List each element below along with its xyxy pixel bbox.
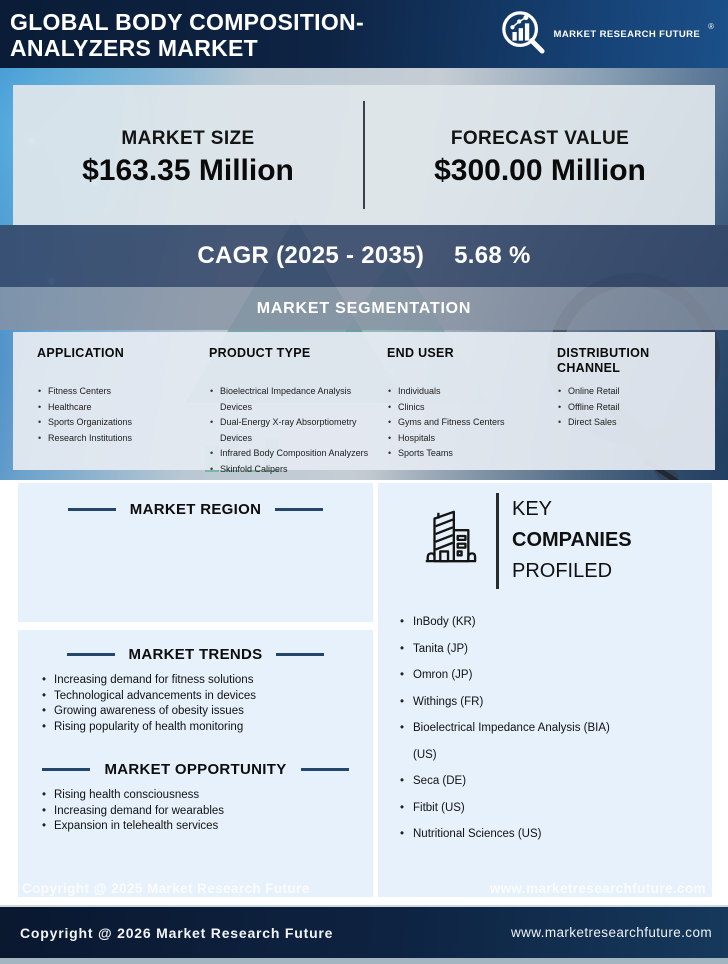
watermark-website: www.marketresearchfuture.com: [489, 881, 706, 896]
market-region-panel: [18, 483, 373, 622]
key-companies-title-line3: PROFILED: [512, 560, 613, 582]
list-item: • Seca (DE): [400, 768, 628, 795]
trends-opportunity-panel: [18, 630, 373, 897]
market-region-title-row: [18, 483, 373, 518]
cagr-value: 5.68 %: [454, 242, 531, 269]
list-item: • Fitbit (US): [400, 795, 628, 822]
key-companies-title: [512, 494, 632, 587]
market-size-value: $163.35 Million: [82, 154, 294, 187]
segment-column-distribution-channel: [545, 346, 703, 477]
list-item: • Bioelectrical Impedance Analysis (BIA) (US): [400, 715, 628, 768]
brand-logo: [500, 9, 728, 60]
forecast-value-block: [365, 122, 715, 188]
stats-panel: [13, 85, 715, 225]
title-dash: [67, 653, 115, 656]
watermark-copyright: Copyright @ 2025 Market Research Future: [22, 881, 310, 896]
page-title-line2: ANALYZERS MARKET: [10, 35, 259, 61]
list-item: • Fitness Centers: [37, 384, 197, 400]
segment-heading: DISTRIBUTION CHANNEL: [557, 346, 650, 375]
segment-list: [37, 384, 197, 446]
registered-mark: ®: [708, 21, 714, 31]
building-icon: [420, 503, 478, 574]
market-trends-list: [18, 663, 373, 735]
title-dash: [68, 508, 116, 511]
list-item: • InBody (KR): [400, 609, 628, 636]
market-size-label: MARKET SIZE: [121, 128, 255, 149]
segment-heading: APPLICATION: [37, 346, 125, 360]
magnifier-chart-logo-icon: [500, 9, 546, 60]
header: [0, 0, 728, 68]
segmentation-title-band: [0, 287, 728, 330]
list-item: • Sports Organizations: [37, 415, 197, 431]
footer-copyright: Copyright @ 2026 Market Research Future: [20, 924, 334, 941]
key-companies-panel: [378, 483, 712, 897]
list-item: • Sports Teams: [387, 446, 545, 462]
page-title: [0, 7, 364, 61]
list-item: • Direct Sales: [557, 415, 703, 431]
title-dash: [42, 768, 90, 771]
page-title-line1: GLOBAL BODY COMPOSITION-: [10, 9, 364, 35]
title-dash: [301, 768, 349, 771]
segment-list: [209, 384, 375, 477]
list-item: • Infrared Body Composition Analyzers: [209, 446, 375, 462]
list-item: • Hospitals: [387, 431, 545, 447]
list-item: • Rising popularity of health monitoring: [42, 720, 363, 736]
list-item: • Individuals: [387, 384, 545, 400]
companies-list: [378, 595, 712, 848]
footer: [0, 905, 728, 958]
list-item: • Growing awareness of obesity issues: [42, 704, 363, 720]
segmentation-title: MARKET SEGMENTATION: [256, 299, 472, 317]
list-item: • Healthcare: [37, 400, 197, 416]
companies-header-divider: [496, 493, 499, 589]
cagr-band: [0, 225, 728, 287]
market-size-block: [13, 122, 363, 188]
segment-list: [387, 384, 545, 462]
key-companies-title-line2: COMPANIES: [512, 529, 632, 551]
list-item: • Expansion in telehealth services: [42, 819, 363, 835]
list-item: • Dual-Energy X-ray Absorptiometry Devices: [209, 415, 375, 446]
list-item: • Technological advancements in devices: [42, 689, 363, 705]
list-item: • Rising health consciousness: [42, 788, 363, 804]
list-item: • Gyms and Fitness Centers: [387, 415, 545, 431]
market-opportunity-list: [18, 778, 373, 835]
segment-column-application: [25, 346, 197, 477]
title-dash: [276, 653, 324, 656]
segment-heading: PRODUCT TYPE: [209, 346, 311, 360]
list-item: • Research Institutions: [37, 431, 197, 447]
market-trends-title-row: [18, 630, 373, 663]
segment-column-end-user: [375, 346, 545, 477]
forecast-value-value: $300.00 Million: [434, 154, 646, 187]
list-item: • Offline Retail: [557, 400, 703, 416]
bottom-strip: [0, 958, 728, 964]
forecast-value-label: FORECAST VALUE: [450, 128, 630, 149]
market-opportunity-title-row: [18, 735, 373, 778]
list-item: • Clinics: [387, 400, 545, 416]
footer-website-link[interactable]: www.marketresearchfuture.com: [510, 925, 712, 940]
key-companies-title-line1: KEY: [512, 498, 553, 520]
list-item: • Online Retail: [557, 384, 703, 400]
key-companies-header: [378, 483, 712, 595]
title-dash: [275, 508, 323, 511]
list-item: • Bioelectrical Impedance Analysis Devices: [209, 384, 375, 415]
list-item: • Omron (JP): [400, 662, 628, 689]
cagr-label: CAGR (2025 - 2035): [197, 242, 425, 269]
list-item: • Withings (FR): [400, 689, 628, 716]
market-trends-title: MARKET TRENDS: [128, 646, 263, 663]
hero-section: [0, 68, 728, 480]
list-item: • Increasing demand for wearables: [42, 804, 363, 820]
list-item: • Tanita (JP): [400, 636, 628, 663]
market-region-title: MARKET REGION: [129, 501, 262, 518]
market-opportunity-title: MARKET OPPORTUNITY: [104, 761, 287, 778]
segment-column-product-type: [197, 346, 375, 477]
list-item: • Skinfold Calipers: [209, 462, 375, 478]
segmentation-panel: [13, 332, 715, 474]
segment-list: [557, 384, 703, 431]
brand-name: MARKET RESEARCH FUTURE: [553, 28, 701, 40]
list-item: • Nutritional Sciences (US): [400, 821, 628, 848]
segment-heading: END USER: [387, 346, 454, 360]
list-item: • Increasing demand for fitness solutions: [42, 673, 363, 689]
